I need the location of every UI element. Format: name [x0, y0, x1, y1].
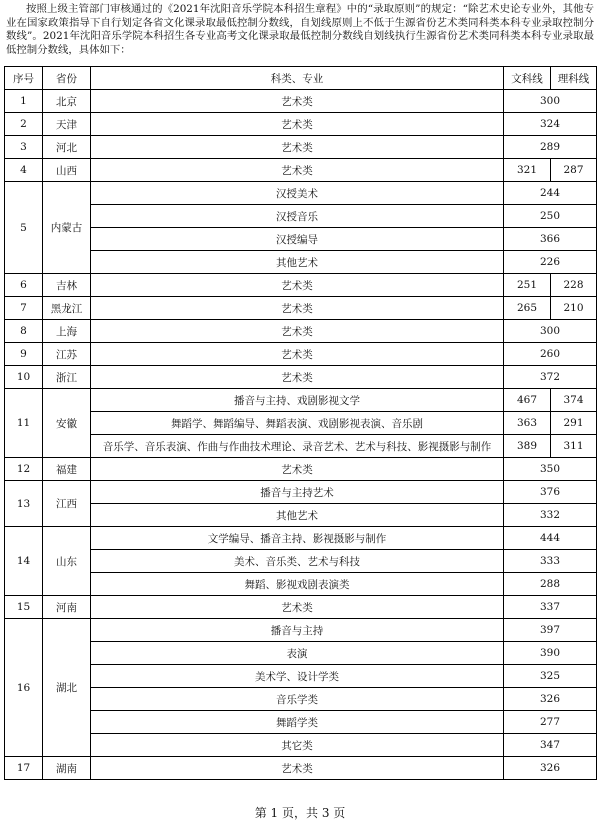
row-score-line: 372 — [504, 366, 597, 389]
row-province: 内蒙古 — [43, 182, 91, 274]
row-category: 其他艺术 — [91, 251, 504, 274]
table-row — [5, 757, 597, 780]
page-footer: 第 1 页，共 3 页 — [254, 806, 346, 820]
row-index: 3 — [5, 136, 43, 159]
table-row — [5, 550, 597, 573]
table-row — [5, 90, 597, 113]
row-score-line: 390 — [504, 642, 597, 665]
row-category: 播音与主持、戏剧影视文学 — [91, 389, 504, 412]
row-science-line: 311 — [551, 435, 597, 458]
row-index: 11 — [5, 389, 43, 458]
table-row — [5, 435, 597, 458]
row-index: 1 — [5, 90, 43, 113]
table-row — [5, 573, 597, 596]
table-row — [5, 205, 597, 228]
row-science-line: 228 — [551, 274, 597, 297]
intro-paragraph: 按照上级主管部门审核通过的《2021年沈阳音乐学院本科招生章程》中的“录取原则”的规定：“除艺术史论专业外，其他专业在国家政策指导下自行划定各省文化课录取最低控制分数线，自划线原则上不低于生源省份艺术类同科类本科专业录取控制分数线”。2021年沈阳音乐学院本科招生各专业高考文化课录取最低控制分数线自划线执行生源省份艺术类同科类本科专业录取最低控制分数线，具体如下： — [6, 3, 594, 56]
row-category: 其它类 — [91, 734, 504, 757]
row-index: 16 — [5, 619, 43, 757]
row-category: 艺术类 — [91, 159, 504, 182]
row-province: 山东 — [43, 527, 91, 596]
row-category: 艺术类 — [91, 297, 504, 320]
table-row — [5, 136, 597, 159]
table-row — [5, 389, 597, 412]
row-score-line: 325 — [504, 665, 597, 688]
row-province: 福建 — [43, 458, 91, 481]
table-row — [5, 343, 597, 366]
row-province: 山西 — [43, 159, 91, 182]
row-category: 播音与主持艺术 — [91, 481, 504, 504]
table-row — [5, 320, 597, 343]
row-index: 9 — [5, 343, 43, 366]
header-province: 省份 — [43, 67, 91, 90]
row-category: 美术、音乐类、艺术与科技 — [91, 550, 504, 573]
table-row — [5, 596, 597, 619]
row-category: 艺术类 — [91, 113, 504, 136]
table-body — [5, 90, 597, 780]
row-category: 音乐学类 — [91, 688, 504, 711]
row-province: 北京 — [43, 90, 91, 113]
row-category: 艺术类 — [91, 343, 504, 366]
row-index: 7 — [5, 297, 43, 320]
header-index: 序号 — [5, 67, 43, 90]
row-score-line: 250 — [504, 205, 597, 228]
row-arts-line: 321 — [504, 159, 551, 182]
row-score-line: 333 — [504, 550, 597, 573]
table-header-row — [5, 67, 597, 90]
row-score-line: 397 — [504, 619, 597, 642]
row-province: 吉林 — [43, 274, 91, 297]
row-index: 13 — [5, 481, 43, 527]
row-index: 17 — [5, 757, 43, 780]
row-category: 美术学、设计学类 — [91, 665, 504, 688]
row-index: 6 — [5, 274, 43, 297]
header-category: 科类、专业 — [91, 67, 504, 90]
row-category: 舞蹈、影视戏剧表演类 — [91, 573, 504, 596]
table-row — [5, 228, 597, 251]
row-science-line: 374 — [551, 389, 597, 412]
row-score-line: 332 — [504, 504, 597, 527]
row-score-line: 326 — [504, 757, 597, 780]
row-province: 湖南 — [43, 757, 91, 780]
row-score-line: 350 — [504, 458, 597, 481]
row-category: 艺术类 — [91, 90, 504, 113]
table-row — [5, 113, 597, 136]
row-index: 8 — [5, 320, 43, 343]
row-category: 舞蹈学类 — [91, 711, 504, 734]
row-score-line: 226 — [504, 251, 597, 274]
row-province: 安徽 — [43, 389, 91, 458]
table-row — [5, 412, 597, 435]
table-row — [5, 527, 597, 550]
row-category: 艺术类 — [91, 458, 504, 481]
row-province: 浙江 — [43, 366, 91, 389]
row-score-line: 326 — [504, 688, 597, 711]
row-arts-line: 467 — [504, 389, 551, 412]
row-score-line: 244 — [504, 182, 597, 205]
table-row — [5, 504, 597, 527]
row-arts-line: 265 — [504, 297, 551, 320]
table-row — [5, 159, 597, 182]
header-science-line: 理科线 — [551, 67, 597, 90]
row-score-line: 300 — [504, 90, 597, 113]
row-category: 艺术类 — [91, 320, 504, 343]
row-province: 上海 — [43, 320, 91, 343]
table-row — [5, 481, 597, 504]
row-arts-line: 251 — [504, 274, 551, 297]
table-row — [5, 251, 597, 274]
row-score-line: 300 — [504, 320, 597, 343]
row-score-line: 289 — [504, 136, 597, 159]
row-category: 艺术类 — [91, 274, 504, 297]
row-index: 2 — [5, 113, 43, 136]
row-score-line: 347 — [504, 734, 597, 757]
row-index: 4 — [5, 159, 43, 182]
row-score-line: 366 — [504, 228, 597, 251]
row-category: 艺术类 — [91, 596, 504, 619]
row-arts-line: 389 — [504, 435, 551, 458]
row-category: 汉授美术 — [91, 182, 504, 205]
row-index: 15 — [5, 596, 43, 619]
row-province: 湖北 — [43, 619, 91, 757]
score-table — [4, 66, 597, 780]
row-index: 10 — [5, 366, 43, 389]
row-arts-line: 363 — [504, 412, 551, 435]
table-row — [5, 619, 597, 642]
row-score-line: 260 — [504, 343, 597, 366]
row-score-line: 277 — [504, 711, 597, 734]
row-category: 艺术类 — [91, 366, 504, 389]
row-category: 艺术类 — [91, 136, 504, 159]
row-category: 汉授音乐 — [91, 205, 504, 228]
table-row — [5, 665, 597, 688]
row-score-line: 324 — [504, 113, 597, 136]
table-row — [5, 182, 597, 205]
table-row — [5, 734, 597, 757]
row-province: 河北 — [43, 136, 91, 159]
table-row — [5, 711, 597, 734]
row-category: 文学编导、播音主持、影视摄影与制作 — [91, 527, 504, 550]
row-category: 表演 — [91, 642, 504, 665]
table-row — [5, 642, 597, 665]
row-province: 黑龙江 — [43, 297, 91, 320]
table-row — [5, 458, 597, 481]
table-row — [5, 366, 597, 389]
row-science-line: 291 — [551, 412, 597, 435]
row-province: 江苏 — [43, 343, 91, 366]
row-score-line: 376 — [504, 481, 597, 504]
row-score-line: 288 — [504, 573, 597, 596]
row-science-line: 287 — [551, 159, 597, 182]
row-index: 12 — [5, 458, 43, 481]
row-category: 音乐学、音乐表演、作曲与作曲技术理论、录音艺术、艺术与科技、影视摄影与制作 — [91, 435, 504, 458]
row-province: 天津 — [43, 113, 91, 136]
row-province: 河南 — [43, 596, 91, 619]
row-category: 舞蹈学、舞蹈编导、舞蹈表演、戏剧影视表演、音乐剧 — [91, 412, 504, 435]
header-arts-line: 文科线 — [504, 67, 551, 90]
row-category: 播音与主持 — [91, 619, 504, 642]
row-category: 其他艺术 — [91, 504, 504, 527]
table-row — [5, 274, 597, 297]
row-science-line: 210 — [551, 297, 597, 320]
row-score-line: 337 — [504, 596, 597, 619]
row-index: 5 — [5, 182, 43, 274]
row-category: 汉授编导 — [91, 228, 504, 251]
table-row — [5, 297, 597, 320]
row-province: 江西 — [43, 481, 91, 527]
table-row — [5, 688, 597, 711]
row-category: 艺术类 — [91, 757, 504, 780]
row-index: 14 — [5, 527, 43, 596]
row-score-line: 444 — [504, 527, 597, 550]
